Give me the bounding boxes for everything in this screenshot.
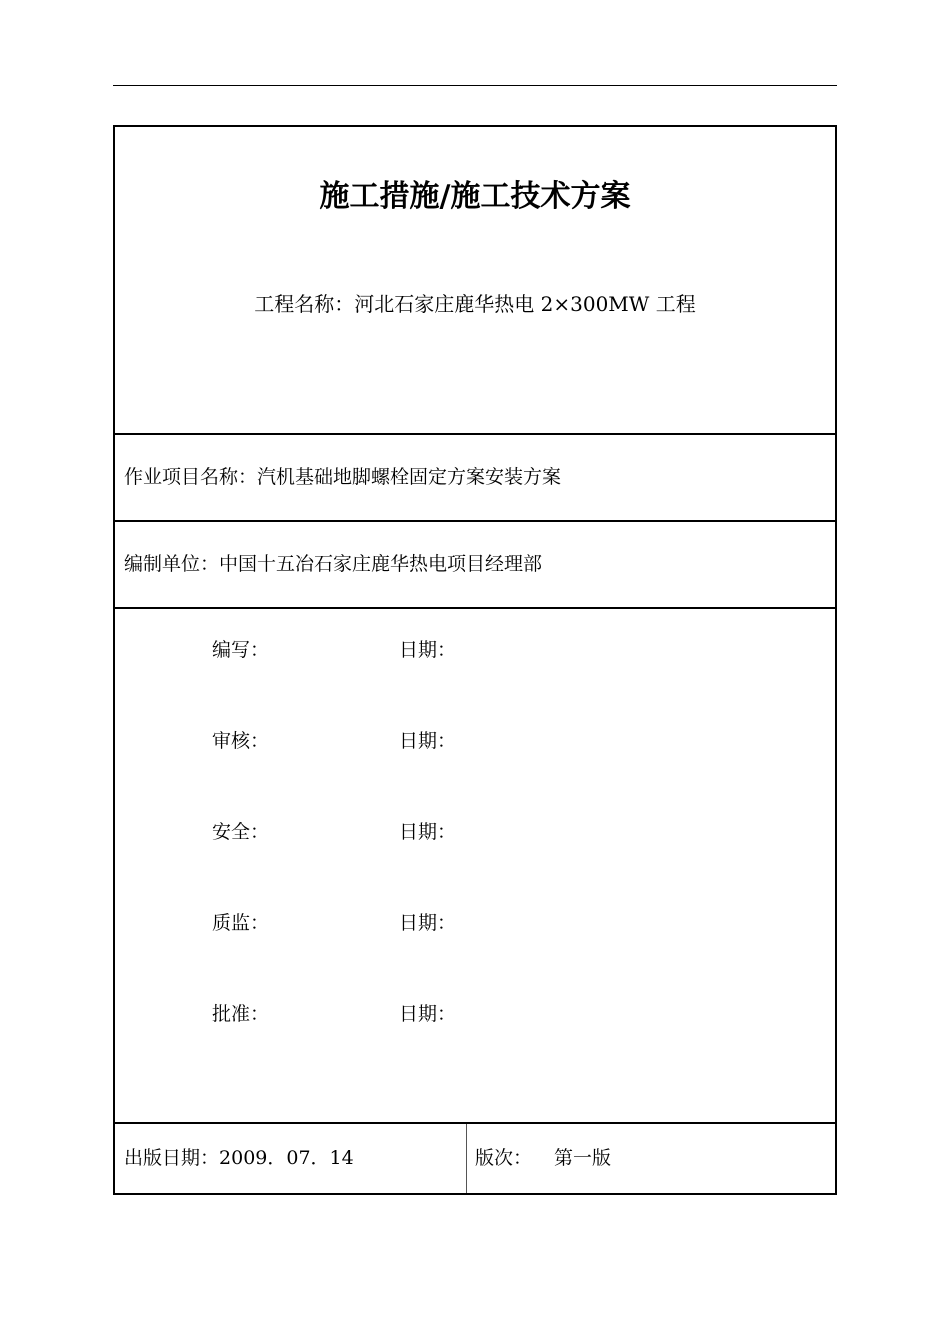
work-item-value: 汽机基础地脚螺栓固定方案安装方案 (257, 466, 562, 488)
signature-section (115, 609, 835, 1124)
compiling-unit-value: 中国十五冶石家庄鹿华热电项目经理部 (219, 553, 543, 575)
signature-date-label: 日期： (399, 1003, 457, 1025)
title-section (115, 127, 835, 435)
edition-value: 第一版 (554, 1147, 612, 1169)
signature-date-label: 日期： (399, 639, 457, 661)
project-name-label: 工程名称： (254, 292, 355, 316)
edition-cell (467, 1124, 835, 1193)
publish-date-line (124, 1144, 354, 1172)
signature-role: 审核： (212, 730, 270, 752)
project-name-value: 河北石家庄鹿华热电 2×300MW 工程 (354, 292, 696, 316)
compiling-unit-label: 编制单位： (124, 553, 220, 575)
header-rule (113, 85, 837, 86)
signature-role: 质监： (212, 912, 270, 934)
publish-date-value: 2009．07．14 (219, 1147, 354, 1169)
compiling-unit-row (115, 522, 835, 609)
work-item-line (124, 463, 561, 491)
work-item-row (115, 435, 835, 522)
signature-role: 安全： (212, 821, 270, 843)
edition-line (475, 1144, 611, 1172)
edition-label: 版次： (475, 1147, 533, 1169)
publish-date-cell (115, 1124, 467, 1193)
work-item-label: 作业项目名称： (124, 466, 258, 488)
footer-row (115, 1124, 835, 1193)
signature-role: 编写： (212, 639, 270, 661)
signature-date-label: 日期： (399, 730, 457, 752)
project-name-line (115, 289, 835, 319)
document-title: 施工措施/施工技术方案 (319, 179, 631, 214)
signature-role: 批准： (212, 1003, 270, 1025)
signature-date-label: 日期： (399, 912, 457, 934)
publish-date-label: 出版日期： (124, 1147, 220, 1169)
signature-date-label: 日期： (399, 821, 457, 843)
cover-form-table (113, 125, 837, 1195)
compiling-unit-line (124, 550, 542, 578)
